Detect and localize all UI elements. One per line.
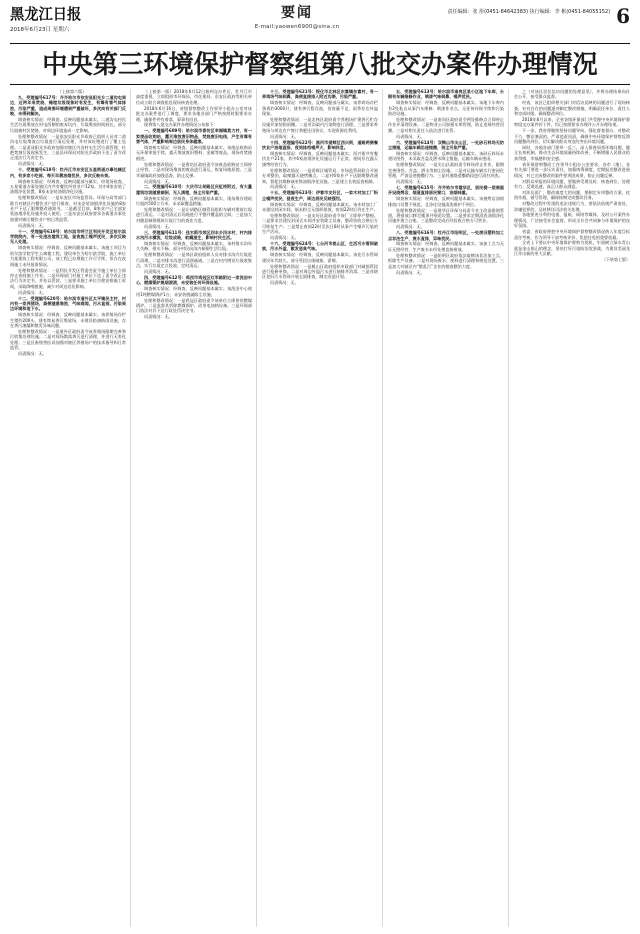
masthead-divider [10, 43, 630, 44]
body-paragraph: 处理和整改情况：一是爱辉区城管局、市场监管局联合开展专项整治，取缔露天烧烤摊点。二是对6家业户下达限期整改通知，督促其维修或更换油烟净化设施。三是建立长效巡查机制。 [262, 167, 378, 184]
body-paragraph: 处理和整改情况：一是让胡路区城管局组织车辆对建筑垃圾进行清运。二是对清运后场地进行平整并覆盖防尘网。三是加大对随意倾倒建筑垃圾行为的查处力度。 [136, 207, 252, 223]
body-paragraph: 处理和整改情况：一是利民开发区管委会责令施工单位立即停止夜间施工作业。二是环保部门对施工单位下达了责令改正违法行为决定书，并处以罚款。三是要求施工单位合理安排施工时间，采取降噪措施，减少对周边居民影响。 [10, 267, 126, 289]
case-subheading: 七、受理编号615号：齐齐哈尔市建华区，居民楼一层商服开设烧烤店，烟道直排居民窗口，油烟味重。 [388, 184, 504, 196]
body-paragraph: 2018年6月16日，省级督察整改工作领导小组办公室对该批交办案件进行了调度，要求各地各部门严格按照时限要求办理，确保件件有着落、事事有回音。 [136, 105, 252, 122]
body-paragraph: 调查核实情况：经调查，反映问题基本属实。该施工项目为哈尔滨学院学生公寓楼工程，建设单位为哈尔滨学院，施工单位为某建筑工程有限公司，该工程已办理施工许可手续，但存在夜间施工未经批准情况。 [10, 245, 126, 267]
body-paragraph: 调查核实情况：经调查，反映问题基本属实。该地下车库内有2处私自从事汽车维修、喷漆作业点，无任何环保手续和污染防治设施。 [388, 100, 504, 117]
case-subheading: 八、受理编号616号：牡丹江市阳明区，一处废旧塑料加工点非法生产，废水直排，异味扰民。 [388, 230, 504, 241]
body-paragraph: 问责情况：无。 [18, 222, 47, 228]
body-paragraph: 处理和整改情况：一是香坊区政府责令该废品收购站立即停止经营。二是对现场堆放的废品进行清运，恢复场地原貌。三是幸福镇政府加强巡查，防止反弹。 [136, 161, 252, 178]
case-subheading: 十、受理编号618号：牡丹江市东安区五星街道办事处辖区内，有多家小吃部，每天早晨油烟扰民，多次反映未果。 [10, 167, 126, 178]
body-paragraph: 现将第八批交办案件办理情况公布如下： [144, 122, 218, 128]
body-paragraph: 问责情况：无。 [396, 269, 425, 275]
body-paragraph: 问责情况：无。 [270, 235, 299, 241]
body-paragraph: 问责情况：无。 [270, 133, 299, 139]
case-subheading: 十一、受理编号619号：哈尔滨市呼兰区利民开发区哈尔滨学院院内，有一处违法建筑工地，昼夜施工噪声扰民，多次反映无人处理。 [10, 228, 126, 245]
body-paragraph: 调查核实情况：经调查，反映问题基本属实。该村排水沟年久失修，排水不畅，部分村民向沟内倾倒生活垃圾。 [136, 240, 252, 252]
masthead [10, 6, 630, 40]
case-subheading: 十三、受理编号621号：绥化市北林区东富镇东富村，有一养鸡场气味刺鼻，粪便直接排入附近沟渠，污染严重。 [262, 89, 378, 100]
body-paragraph: 调查核实情况：经调查，反映问题基本属实。该养殖场存栏生猪约200头，建有简易粪污堆放场，未建设防渗防雨设施，存在粪污渗漏和散发异味问题。 [10, 312, 126, 329]
column-3 [262, 89, 383, 927]
body-paragraph: 调查核实情况：经调查，反映问题基本属实。该洗浴中心使用1吨燃煤锅炉1台，未安装脱硫除尘设施。 [136, 286, 252, 297]
body-paragraph: 处理和整改情况：一是尖山区政府责令料场停止作业，限期完善围挡、苫盖、洒水等抑尘设施。二是对运输车辆实行密闭化管理，严查沿途抛撒行为。三是对道路遗撒路段进行清扫冲洗。 [388, 162, 504, 179]
body-paragraph: 调查核实情况：经调查，反映问题基本属实。该废品收购站无环保审批手续，露天堆放废旧塑料、金属等废品，现场有焚烧痕迹。 [136, 145, 252, 161]
case-subheading: 十六、受理编号624号：七台河市桃山区，生活污水管网破损，污水外溢，散发恶臭气味。 [262, 240, 378, 252]
body-paragraph: 问责情况：无。 [18, 351, 47, 357]
body-paragraph: 处理和整改情况：一是道外区政府责令该养殖场限期完善粪污收集处理设施。二是对现场散落粪污进行清理，并进行无害化处理。三是区畜牧兽医局加强对辖区养殖场户的技术指导和日常监管。 [10, 328, 126, 351]
body-paragraph: 调查核实情况：经调查，反映问题基本属实。二道沟屯村民生活垃圾堆放在村屯西侧的废弃坑内，垃圾堆放时间较长，部分垃圾被村民焚烧，对周边环境造成一定影响。 [10, 117, 126, 133]
body-paragraph: 问责情况：无。 [144, 178, 173, 184]
body-paragraph: 对群众举报的环境问题，要做到受理及时、核查到位、处理有力、反馈迅速，真正让群众满意。 [514, 178, 630, 189]
paper-name: 黑龙江日报 [10, 5, 82, 23]
body-paragraph: 下一步，我省将继续坚持问题导向，强化督查督办，对整改不力、敷衍塞责的，严肃追责问责，确保中央环境保护督察反馈问题整改到位，切实解决群众身边的突出环境问题。 [514, 128, 630, 145]
case-subheading: 五、受理编号613号：哈尔滨市南岗区某小区地下车库，长期有车辆维修作业，喷漆气味刺鼻，噪声扰民。 [388, 89, 504, 100]
body-paragraph: 调查核实情况：经调查，反映问题基本属实。该加工点为无证无照经营，生产废水未经处理直接排放。 [388, 241, 504, 252]
body-paragraph: 调查核实情况：经调查，反映问题部分属实。经现场检查，五星街道办事处辖区内共有餐饮经营业户12家，其中4家安装了油烟净化装置，8家未安装油烟净化设施。 [10, 178, 126, 195]
column-4 [388, 89, 509, 927]
body-paragraph: 处理和整改情况：一是阳明区政府依法取缔该非法加工点，拆除生产设备。二是对现场废水、废料进行清理和规范处置。三是加大对辖区内“散乱污”企业的排查整治力度。 [388, 252, 504, 269]
case-subheading: 三、受理编号611号：佳木斯市郊区四丰乡四丰村，村内排水沟污水横流，垃圾成堆，蚊蝇滋生，影响村民生活。 [136, 229, 252, 241]
issue-date: 2018年6月23日 星期六 [10, 27, 70, 33]
body-paragraph: 对涉及面广、整改难度大的问题，要制定专项整改方案，挂图作战，销号管理，确保按期完成整改任务。 [514, 189, 630, 201]
body-paragraph: 对整改过程中发现的违法违规行为，要依法依规严肃查处，涉嫌犯罪的，及时移送司法机关处理。 [514, 201, 630, 212]
page-title: 中央第三环境保护督察组第八批交办案件办理情况 [42, 50, 598, 80]
continuation-note: （上接第六版） [57, 89, 87, 94]
body-paragraph: 全省上下要以中央环境保护督察为契机，牢固树立绿水青山就是金山银山的理念，坚决打好污染防治攻坚战，为建设美丽龙江作出新的更大贡献。 [514, 240, 630, 257]
case-subheading: 一、受理编号609号：哈尔滨市香坊区幸福镇莫力村，有一家废品收购站，露天堆放废旧物品，焚烧废旧电线，产生有毒有害气体，严重影响周边居民身体健康。 [136, 128, 252, 145]
body-paragraph: 调查核实情况：经调查，反映问题基本属实。西兴街共有餐饮业户21家，其中6家油烟净化设施运行不正常，夜间存在露天烧烤经营行为。 [262, 150, 378, 167]
body-paragraph: 调查核实情况：经调查，反映问题基本属实。该砂石料场未建设围挡、未采取苫盖及洒水降尘措施，运输车辆未密闭。 [388, 150, 504, 162]
body-paragraph: 处理和整改情况：一是桃山区政府组织市政部门对破损管段进行抢修更换。二是对周边外溢污水进行抽排并消毒。三是对辖区老旧污水管网开展全面排查，制定改造计划。 [262, 263, 378, 280]
body-paragraph: 处理和整改情况：一是鸡冠区政府责令该单位立即停用燃煤锅炉。二是监督其拆除燃煤锅炉，改用电加热设备。三是环保部门依法对其下达行政处罚决定书。 [136, 297, 252, 314]
body-paragraph: 处理和整改情况：一是南岗区政府责令两处维修点立即停止作业并清理设备。二是物业公司加强车库管理，防止违规经营回潮。三是对相关责任人依法进行处罚。 [388, 117, 504, 133]
body-paragraph: 同时，各地各部门要举一反三，深入排查同类环境问题，健全长效机制，推动生态环境质量持续改善，不断增强人民群众的获得感、幸福感和安全感。 [514, 145, 630, 161]
body-paragraph: 省委、省政府将把中央环境保护督察整改情况纳入年度目标责任考核，作为领导干部考核评价、奖惩任免的重要依据。 [514, 229, 630, 240]
section-header [114, 6, 480, 30]
body-paragraph: 各地要充分利用电视、报纸、网络等媒体，及时公开案件办理情况，广泛接受社会监督，形成全社会共同参与环境保护的良好氛围。 [514, 212, 630, 229]
paper-logo [10, 6, 114, 33]
body-paragraph: 处理和整改情况：一是郊区政府组织人员对排水沟内垃圾进行清理。二是对排水沟进行清淤疏通。三是在村内增设垃圾收集点，实行垃圾定点投放、定时清运。 [136, 252, 252, 269]
body-paragraph: 问责情况：无。 [396, 179, 425, 184]
body-paragraph: 处理和整改情况：一是北林区政府责令养殖场扩建粪污贮存设施并加装防雨棚。二是对沟渠内污染物进行清理。三是要求养殖场与周边农户签订粪肥还田协议，实现资源化利用。 [262, 117, 378, 133]
body-paragraph: 问责情况：无。 [396, 224, 425, 230]
case-subheading: 九、受理编号617号：齐齐哈尔市依安县阳光乡二道沟屯周边，近两年来焚烧、掩埋垃圾现象时有发生，有毒有害气体排放，污染严重，造成周围环境遭到严重破坏，多次向有关部门反映，未得到解决。 [10, 94, 126, 117]
case-subheading: 十二、受理编号620号：哈尔滨市道外区太平镇民主村，村内有一家养猪场，粪便随意堆放，气味难闻，污水直排，污染周边环境和地下水。 [10, 295, 126, 312]
body-paragraph: 处理和整改情况：一是依安县阳光乡政府已组织人员对二道沟屯垃圾堆放点垃圾进行清运处理，并对该坑塘进行了覆土处理。二是责成阳光乡政府加强对辖区内各村屯生活垃圾管理，杜绝焚烧垃圾现象发生。三是县环保局对阳光乡政府下达了责令改正违法行为决定书。 [10, 133, 126, 161]
column-1 [10, 89, 131, 927]
body-paragraph: 问责情况：无。 [144, 314, 173, 320]
case-subheading: 四、受理编号612号：鸡西市鸡冠区红军路附近一家洗浴中心，燃煤锅炉黑烟滚滚，未安装任何环保设施。 [136, 274, 252, 286]
column-5 [514, 89, 630, 927]
body-paragraph: 处理和整改情况：一是友好区政府责令该厂立即停产整顿。二是要求其建设封闭式车间并安装除尘设备，整改验收合格后方可恢复生产。三是禁止夜间22时至次日6时从事产生噪声污染的生产活动。 [262, 212, 378, 235]
body-paragraph: 处理和整改情况：一是建华区环保分局责令业主改造排烟管道，将排放口移至楼顶并规范设置。二是要求定期清洗油烟净化设施并建立台账。三是整改完成后经验收合格方可营业。 [388, 207, 504, 224]
column-2 [136, 89, 257, 927]
page-number: 6 [616, 4, 630, 28]
body-paragraph: 问责情况：无。 [270, 184, 299, 190]
body-paragraph: 省环保督察整改工作领导小组办公室要求，各市（地）、各有关部门要进一步压实责任，加强统筹调度，定期报送整改进展情况，对已完成整改的案件要巩固成果，防止问题反弹。 [514, 161, 630, 178]
body-paragraph: 调查核实情况：经调查，反映问题基本属实。该木材加工厂未建设封闭车间，锯末粉尘无组织排放，夜间22时后仍在生产。 [262, 201, 378, 213]
body-paragraph: 调查核实情况：经调查，反映问题部分属实。该养鸡场存栏蛋鸡约3000只，建有粪污暂存池，但容量不足，雨季存在外溢现象。 [262, 100, 378, 117]
body-paragraph: 之（对该区居民信访问题的处理意见），并将办理结果向社会公开，接受群众监督。 [514, 89, 630, 100]
body-paragraph: （上接第一版）2018年6月12日接到交办件后，牡丹江市高度重视，立即组织市环保局、市住建局、东安区政府等相关单位成立联合调查组赴现场核查处理。 [136, 89, 252, 105]
body-paragraph: 调查核实情况：经调查，反映问题基本属实。现场堆存建筑垃圾约500立方米，未采取覆盖措施。 [136, 195, 252, 207]
body-paragraph: 问责情况：无。 [144, 269, 173, 274]
body-paragraph: 问责情况：无。 [270, 280, 299, 286]
continuation-note: （下转第七版） [602, 257, 630, 263]
body-paragraph: 经查，该区已组织相关部门对信访反映的问题进行了现场核查，针对存在的问题逐项制定整改措施，明确责任单位、责任人和完成时限，确保整改到位。 [514, 100, 630, 117]
masthead-right [447, 4, 630, 28]
body-paragraph: 调查核实情况：经调查，反映问题基本属实。该处污水管网建设年代较久，部分管段出现破损、淤堵。 [262, 252, 378, 263]
article-columns [10, 89, 630, 927]
body-paragraph: 问责情况：无。 [18, 289, 47, 295]
editor-credits: 责任编辑：张 彤(0451-84642383) 执行编辑：李 彬(0451-84055152) [447, 9, 611, 15]
body-paragraph: 处理和整改情况：一是东安区市场监管局、环保分局等部门联合对辖区内餐饮业户进行排查，对未安装油烟净化设施的8家业户下达了限期整改通知书。二是截至目前，8家业户已全部安装油烟净化设施并投入使用。三是东安区政府要求各街道办事处加强对辖区餐饮业户的日常监管。 [10, 195, 126, 222]
case-subheading: 二、受理编号610号：大庆市让胡路区庆虹桥附近，有大量建筑垃圾随意倾倒，无人清理，扬尘污染严重。 [136, 184, 252, 195]
body-paragraph: 2018年6月以来，全省各级环保部门共受理中央环境保护督察组交办案件若干件，均已按照要求办理并公开办理结果。 [514, 117, 630, 128]
section-title: 要闻 [281, 5, 313, 21]
case-subheading: 十五、受理编号623号：伊春市友好区，一家木材加工厂粉尘噪声扰民，昼夜生产，周边居民反映强烈。 [262, 190, 378, 201]
body-paragraph: 调查核实情况：经调查，反映问题基本属实。该烧烤店油烟排放口设置不规范，且净化设施清洗维护不到位。 [388, 196, 504, 207]
body-paragraph: 问责情况：无。 [144, 223, 173, 229]
case-subheading: 六、受理编号614号：双鸭山市尖山区，一处砂石料场无防尘措施，运输车辆沿途抛撒，扬尘污染严重。 [388, 139, 504, 151]
case-subheading: 十四、受理编号622号：黑河市爱辉区西兴街，道路两侧餐饮业户油烟直排，夜间排档噪声大，影响休息。 [262, 139, 378, 151]
body-paragraph: 问责情况：无。 [18, 161, 47, 167]
body-paragraph: 问责情况：无。 [396, 133, 425, 139]
headline-divider [10, 84, 630, 85]
section-email: E-mail:yaowen6900@sina.cn [254, 24, 340, 30]
